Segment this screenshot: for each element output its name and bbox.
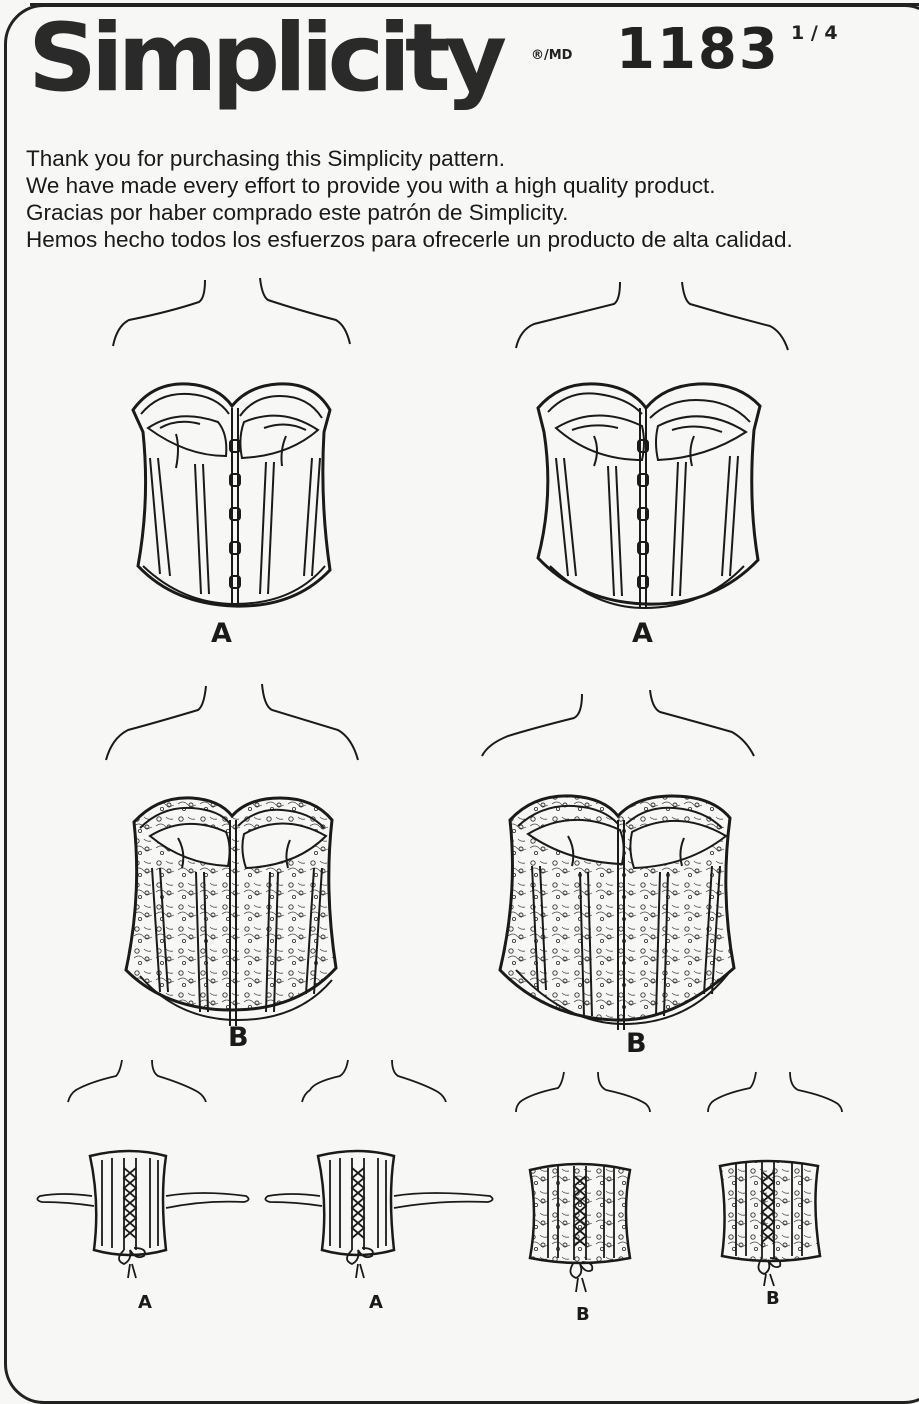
registered-mark: ®/MD <box>531 48 573 63</box>
view-a-front <box>113 278 350 606</box>
neck-shoulder-line <box>113 280 205 346</box>
view-b-front <box>106 684 358 1026</box>
neck-shoulder-line <box>598 1072 650 1112</box>
neck-shoulder-line <box>302 1060 348 1102</box>
neck-shoulder-line <box>482 694 582 756</box>
view-label-a-front-alt: A <box>632 618 653 649</box>
cup-right <box>240 416 318 458</box>
intro-line-3: Gracias por haber comprado este patrón de Simplicity. <box>26 200 569 225</box>
intro-line-1: Thank you for purchasing this Simplicity pattern. <box>26 146 505 171</box>
neck-shoulder-line <box>790 1072 842 1112</box>
neck-shoulder-line <box>708 1072 756 1112</box>
neck-shoulder-line <box>682 282 788 350</box>
view-label-a-back-2: A <box>369 1292 383 1313</box>
view-a-front-alt <box>516 282 788 608</box>
view-a-back-2 <box>265 1060 492 1278</box>
front-closure <box>232 408 238 604</box>
neck-shoulder-line <box>262 684 358 760</box>
neck-shoulder-line <box>260 278 350 344</box>
view-b-back-2 <box>708 1072 842 1286</box>
view-label-b-front: B <box>228 1022 249 1053</box>
lacing <box>352 1168 364 1238</box>
intro-line-2: We have made every effort to provide you with a high quality product. <box>26 173 716 198</box>
intro-line-4: Hemos hecho todos los esfuerzos para ofrecerle un producto de alta calidad. <box>26 227 793 252</box>
cup-right <box>656 416 746 460</box>
view-label-a-front: A <box>211 618 232 649</box>
lacing-tie <box>758 1258 780 1286</box>
pattern-number: 1183 <box>616 17 780 82</box>
view-b-back-1 <box>516 1072 650 1292</box>
view-label-b-back-1: B <box>576 1304 590 1325</box>
neck-shoulder-line <box>68 1060 122 1102</box>
view-label-b-front-alt: B <box>626 1028 647 1059</box>
neck-shoulder-line <box>516 282 620 348</box>
lacing-tie <box>37 1193 248 1278</box>
page-fraction: 1 / 4 <box>791 22 838 44</box>
lacing-tie <box>570 1262 592 1292</box>
brand-logo: Simplicity <box>28 4 502 113</box>
cup-left <box>556 415 644 460</box>
lacing-tie <box>265 1193 492 1278</box>
lacing <box>124 1168 136 1238</box>
neck-shoulder-line <box>650 690 754 756</box>
neck-shoulder-line <box>106 686 206 760</box>
view-a-back-1 <box>37 1060 248 1278</box>
neck-shoulder-line <box>392 1060 446 1102</box>
view-b-front-alt <box>482 690 754 1030</box>
view-label-b-back-2: B <box>766 1288 780 1309</box>
neck-shoulder-line <box>152 1060 206 1102</box>
neck-shoulder-line <box>516 1072 564 1112</box>
view-label-a-back-1: A <box>138 1292 152 1313</box>
